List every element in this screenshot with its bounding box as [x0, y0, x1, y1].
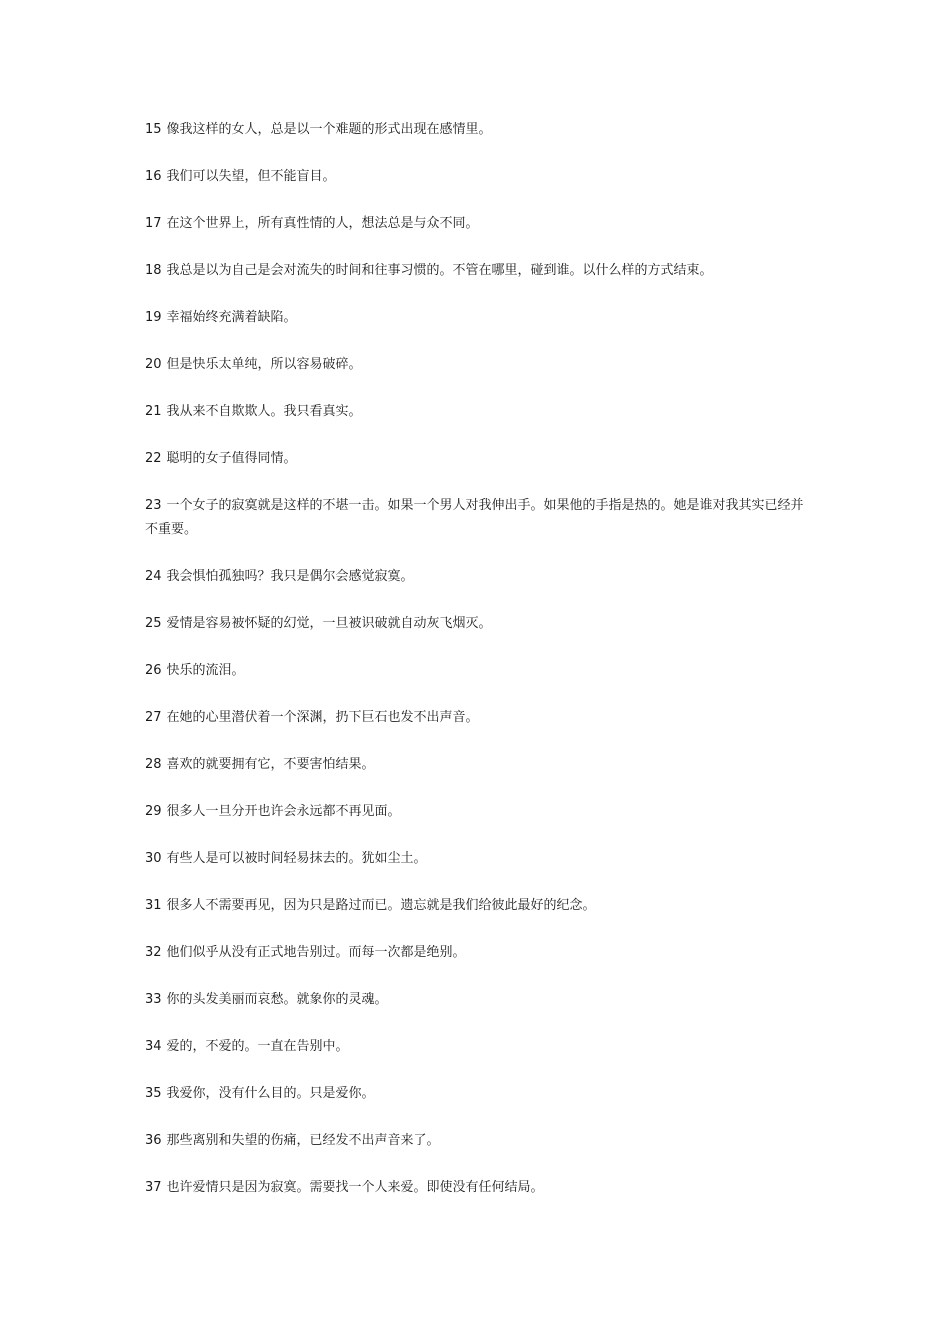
- quote-text: 但是快乐太单纯，所以容易破碎。: [166, 357, 362, 372]
- quote-text: 一个女子的寂寞就是这样的不堪一击。如果一个男人对我伸出手。如果他的手指是热的。她是谁对我其实已经并不重要。: [145, 498, 804, 537]
- quote-item: [145, 988, 815, 1012]
- quote-number: 27: [145, 710, 162, 725]
- quote-item: [145, 353, 815, 377]
- quote-item: [145, 400, 815, 424]
- quote-item: [145, 165, 815, 189]
- quote-item: [145, 447, 815, 471]
- quote-number: 33: [145, 992, 162, 1007]
- quote-text: 爱的，不爱的。一直在告别中。: [166, 1039, 349, 1054]
- quote-item: [145, 753, 815, 777]
- quote-number: 36: [145, 1133, 162, 1148]
- quote-text: 那些离别和失望的伤痛，已经发不出声音来了。: [166, 1133, 440, 1148]
- quote-item: [145, 706, 815, 730]
- quote-list: [145, 118, 815, 1223]
- quote-item: [145, 1035, 815, 1059]
- quote-text: 有些人是可以被时间轻易抹去的。犹如尘土。: [166, 851, 427, 866]
- quote-text: 很多人一旦分开也许会永远都不再见面。: [166, 804, 401, 819]
- quote-item: [145, 1129, 815, 1153]
- quote-number: 22: [145, 451, 162, 466]
- quote-item: [145, 894, 815, 918]
- quote-number: 23: [145, 498, 162, 513]
- quote-text: 幸福始终充满着缺陷。: [166, 310, 297, 325]
- quote-number: 18: [145, 263, 162, 278]
- quote-text: 喜欢的就要拥有它，不要害怕结果。: [166, 757, 375, 772]
- quote-number: 35: [145, 1086, 162, 1101]
- quote-number: 26: [145, 663, 162, 678]
- quote-item: [145, 847, 815, 871]
- quote-number: 19: [145, 310, 162, 325]
- quote-item: [145, 212, 815, 236]
- quote-number: 25: [145, 616, 162, 631]
- quote-item: [145, 565, 815, 589]
- quote-text: 也许爱情只是因为寂寞。需要找一个人来爱。即使没有任何结局。: [166, 1180, 544, 1195]
- quote-text: 我爱你，没有什么目的。只是爱你。: [166, 1086, 375, 1101]
- quote-number: 16: [145, 169, 162, 184]
- quote-text: 爱情是容易被怀疑的幻觉，一旦被识破就自动灰飞烟灭。: [166, 616, 492, 631]
- quote-number: 20: [145, 357, 162, 372]
- quote-item: [145, 800, 815, 824]
- quote-text: 我总是以为自己是会对流失的时间和往事习惯的。不管在哪里，碰到谁。以什么样的方式结束。: [166, 263, 713, 278]
- quote-item: [145, 659, 815, 683]
- quote-text: 像我这样的女人，总是以一个难题的形式出现在感情里。: [166, 122, 492, 137]
- quote-number: 31: [145, 898, 162, 913]
- quote-item: [145, 612, 815, 636]
- quote-item: [145, 941, 815, 965]
- quote-text: 他们似乎从没有正式地告别过。而每一次都是绝别。: [166, 945, 466, 960]
- quote-number: 21: [145, 404, 162, 419]
- quote-number: 28: [145, 757, 162, 772]
- quote-text: 我会惧怕孤独吗？我只是偶尔会感觉寂寞。: [166, 569, 414, 584]
- quote-text: 你的头发美丽而哀愁。就象你的灵魂。: [166, 992, 388, 1007]
- quote-item: [145, 306, 815, 330]
- quote-item: [145, 118, 815, 142]
- quote-text: 快乐的流泪。: [166, 663, 245, 678]
- quote-item: [145, 1082, 815, 1106]
- quote-text: 聪明的女子值得同情。: [166, 451, 297, 466]
- quote-number: 24: [145, 569, 162, 584]
- quote-number: 17: [145, 216, 162, 231]
- quote-number: 30: [145, 851, 162, 866]
- quote-text: 在她的心里潜伏着一个深渊，扔下巨石也发不出声音。: [166, 710, 479, 725]
- quote-item: [145, 494, 815, 542]
- quote-text: 很多人不需要再见，因为只是路过而已。遗忘就是我们给彼此最好的纪念。: [166, 898, 596, 913]
- quote-item: [145, 259, 815, 283]
- quote-item: [145, 1176, 815, 1200]
- quote-number: 32: [145, 945, 162, 960]
- quote-number: 37: [145, 1180, 162, 1195]
- quote-number: 15: [145, 122, 162, 137]
- quote-text: 我们可以失望，但不能盲目。: [166, 169, 336, 184]
- quote-text: 我从来不自欺欺人。我只看真实。: [166, 404, 362, 419]
- quote-text: 在这个世界上，所有真性情的人，想法总是与众不同。: [166, 216, 479, 231]
- quote-number: 34: [145, 1039, 162, 1054]
- quote-number: 29: [145, 804, 162, 819]
